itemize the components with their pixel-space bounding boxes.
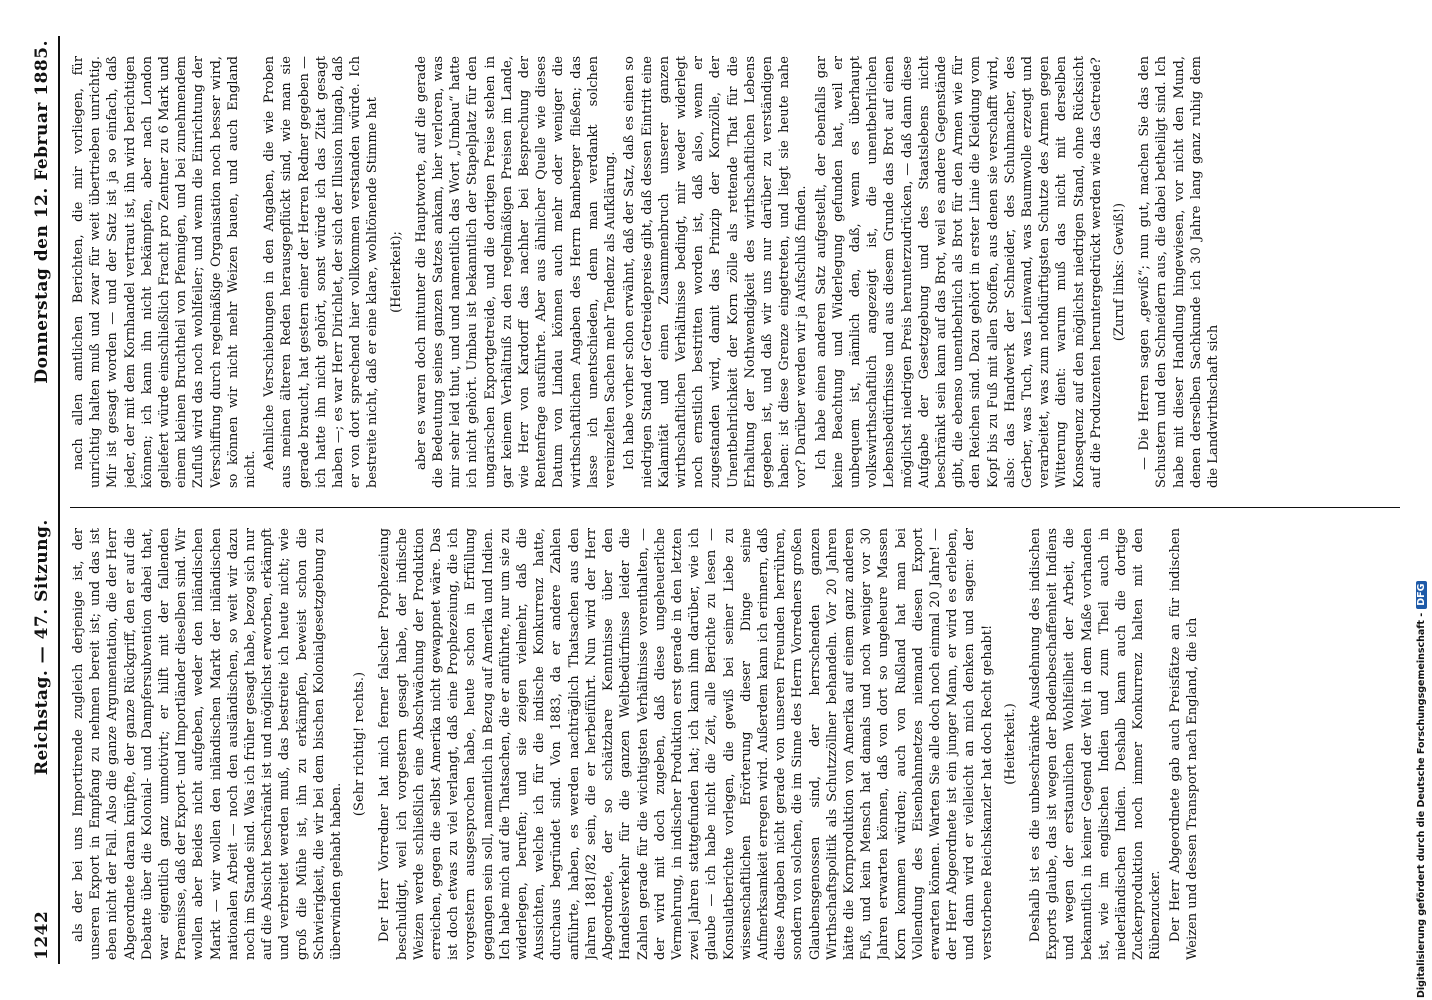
- header-rule: [58, 36, 60, 964]
- digitization-note: Digitalisierung gefördert durch die Deutsche Forschungsgemeinschaft -: [1416, 612, 1427, 998]
- paragraph: Ich habe vorher schon erwähnt, daß der Satz, daß es einen so niedrigen Stand der Getreidepreise gibt, daß dessen Eintritt eine Kalamität und einen Zusammenbruch unserer ganzen wirthschaftlichen Verhältnisse bedingt, mir weder widerlegt noch ernstlich bestritten worden ist, daß also, wenn er zugestanden wird, damit das Prinzip der Kornzölle, der Unentbehrlichkeit der Korn zölle als rettende That für die Erhaltung der Nothwendigkeit des wirthschaftlichen Lebens gegeben ist, und daß wir uns nur darüber zu verständigen haben: ist diese Grenze eingetreten, und liegt sie heute nahe vor? Darüber werden wir ja Aufschluß finden.: [622, 56, 810, 488]
- session-title: Reichstag. — 47. Sitzung.: [32, 519, 52, 776]
- dfg-notice: [1416, 581, 1427, 998]
- interjection: (Heiterkeit.): [1002, 703, 1018, 785]
- footer: [1391, 12, 1392, 32]
- right-column: [70, 56, 1410, 488]
- interjection: (Heiterkeit);: [388, 231, 404, 313]
- paragraph: aber es waren doch mitunter die Hauptworte, auf die gerade die Bedeutung seines ganzen Satzes ankam, hier verloren, was mir sehr leid thut, und und namentlich das Wort „Umbau“ hatte ich nicht gehört. Umbau ist bekanntlich der Stapelplatz für den ungarischen Exportgetreide, und die dortigen Preise stehen in gar keinem Verhältniß zu den regelmäßigen Preisen im Lande, wie Herr von Kardorff das nachher bei Besprechung der Rentenfrage ausführte. Aber aus ähnlicher Quelle wie dieses Datum von Lindau können auch mehr oder weniger die wirthschaftlichen Angaben des Herrn Bamberger fließen; das lasse ich unentschieden, denn man verdankt solchen vereinzelten Sachen mehr Tendenz als Aufklärung.: [413, 56, 619, 488]
- paragraph: nach allen amtlichen Berichten, die mir vorliegen, für unrichtig halten muß und zwar für weit übertrieben unrichtig. Mir ist gesagt worden — und der Satz ist ja so einfach, daß jeder, der mit dem Kornhandel vertraut ist, ihn wird berichtigen können; ich kann ihn nicht bekämpfen, aber nach London geliefert würde einschließlich Fracht pro Zentner zu 6 Mark und einem kleinen Bruchtheil von Pfennigen, und bei zunehmendem Zufluß wird das noch wohlfeiler; und wenn die Einrichtung der Verschiffung durch regelmäßige Organisation noch besser wird, so können wir nicht mehr Weizen bauen, und auch England nicht.: [71, 56, 259, 488]
- interjection: (Zuruf links: Gewiß!): [1111, 202, 1127, 342]
- paragraph: als der bei uns Importirende zugleich derjenige ist, der unseren Export in Empfang zu nehmen bereit ist; und das ist eben nicht der Fall. Also die ganze Argumentation, die der Herr Abgeordnete daran knüpfte, der ganze Rückgriff, den er auf die Debatte über die Kolonial- und Dampfersubvention dabei that, war eigentlich ganz unmotivirt; er hilft mit der fallenden Praemisse, daß der Export- und Importländer dieselben sind. Wir wollen aber Beides nicht aufgeben, weder den inländischen Markt — wir wollen den inländischen Markt der inländischen nationalen Arbeit — noch den ausländischen, so weit wir dazu noch im Stande sind. Was ich früher gesagt habe, bezog sich nur auf die Absicht beschränkt ist und möglichst erworben, erkämpft und verbreitet werden muß, das bestreite ich heute nicht; wie groß die Mühe ist, ihn zu erkämpfen, beweist schon die Schwierigkeit, die wir bei dem bischen Kolonialgesetzgebung zu überwinden gehabt haben.: [71, 528, 345, 960]
- paragraph: Ich habe einen anderen Satz aufgestellt, der ebenfalls gar keine Beachtung und Widerlegung gefunden hat, weil er unbequem ist, nämlich den, daß, wenn es überhaupt volkswirthschaftlich angezeigt ist, die unentbehrlichen Lebensbedürfnisse und aus diesem Grunde das Brot auf einen möglichst niedrigen Preis herunterzudrücken, — daß dann diese Aufgabe der Gesetzgebung und des Staatslebens nicht beschränkt sein kann auf das Brot, weil es andere Gegenstände gibt, die ebenso unentbehrlich als Brot für den Armen wie für den Reichen sind. Dazu gehört in erster Linie die Kleidung vom Kopf bis zu Fuß mit allen Stoffen, aus denen sie verschafft wird, also: das Handwerk der Schneider, des Schuhmacher, des Gerber, was Tuch, was Leinwand, was Baumwolle erzeugt und verarbeitet, was zum nothdürftigsten Schutze des Armen gegen Witterung dient: warum muß das nicht mit derselben Konsequenz auf den möglichst niedrigen Stand, ohne Rücksicht auf die Produzenten heruntergedrückt werden wie das Getreide?: [813, 56, 1104, 488]
- column-divider: [70, 507, 1400, 508]
- paragraph: — Die Herren sagen „gewiß“; nun gut, machen Sie das den Schustern und den Schneidern aus, die dabei betheiligt sind. Ich habe mit dieser Handlung hingewiesen, vor nicht den Mund, denen derselben Sachkunde ich 30 Jahre lang ganz ruhig dem die Landwirthschaft sich: [1137, 56, 1221, 488]
- paragraph: Der Herr Abgeordnete gab auch Preisfätze an für indischen Weizen und dessen Transport nach England, die ich: [1167, 528, 1200, 960]
- paragraph: Der Herr Vorredner hat mich ferner falscher Prophezeiung beschuldigt, weil ich vorgestern gesagt habe, der indische Weizen werde schließlich eine Abschwächung der Produktion erreichen, gegen die selbst Amerika nicht gewappnet wäre. Das ist doch etwas zu viel verlangt, daß eine Prophezeiung, die ich vorgestern ausgesprochen habe, heute schon in Erfüllung gegangen sein soll, namentlich in Bezug auf Amerika und Indien. Ich habe mich auf die Thatsachen, die er anführte, nur um sie zu widerlegen, berufen; und sie zeigen vielmehr, daß die Aussichten, welche ich für die indische Konkurrenz hatte, durchaus begründet sind. Von 1883, da er andere Zahlen anführte, haben, es werden nachträglich Thatsachen aus den Jahren 1881/82 sein, die er herbeiführt. Nun wird der Herr Abgeordnete, der so schätzbare Kenntnisse über den Handelsverkehr für die ganzen Weltbedürfnisse leider die Zahlen gerade für die wichtigsten Verhältnisse vorenthalten, — der wird mit doch zugeben, daß diese ungeheuerliche Vermehrung, in indischer Produktion erst gerade in den letzten zwei Jahren stattgefunden hat; ich kann ihm darüber, wie ich glaube — ich habe nicht die Zeit, alle Berichte zu lesen — Konsulatberichte vorlegen, die gewiß bei seiner Liebe zu wissenschaftlichen Erörterung dieser Dinge seine Aufmerksamkeit erregen wird. Außerdem kann ich erinnern, daß diese Angaben nicht gerade von unseren Freunden herrühren, sondern von solchen, die im Sinne des Herrn Vorredners großen Glaubensgenossen sind, der herrschenden ganzen Wirthschaftspolitik als Schutzzöllner behandeln. Vor 20 Jahren hätte die Kornproduktion von Amerika auf einem ganz anderen Fuß, und kein Mensch hat damals und noch weniger vor 30 Jahren erwarten können, daß von dort so ungeheure Massen Korn kommen würden; auch von Rußland hat man bei Vollendung des Eisenbahnnetzes niemand diesen Export erwarten können. Warten Sie alle doch noch einmal 20 Jahre! — der Herr Abgeordnete ist ein junger Mann, er wird es erleben, und dann wird er vielleicht an mich denken und sagen: der verstorbene Reichskanzler hat doch Recht gehabt!: [377, 528, 995, 960]
- dfg-badge: DFG: [1416, 581, 1427, 609]
- page-header: [22, 40, 52, 960]
- left-column: [70, 528, 1410, 960]
- session-date: Donnerstag den 12. Februar 1885.: [32, 40, 52, 384]
- paragraph: Deshalb ist es die unbeschränkte Ausdehnung des indischen Exports glaube, das ist wegen der Bodenbeschaffenheit Indiens und wegen der erstaunlichen Wohlfeilheit der Arbeit, die bekanntlich in keiner Gegend der Welt in dem Maße vorhanden ist, wie im englischen Indien und zum Theil auch in niederländischen Indien. Deshalb kann auch die dortige Zuckerproduktion noch immer Konkurrenz halten mit den Rübenzucker.: [1027, 528, 1164, 960]
- interjection: (Sehr richtig! rechts.): [352, 671, 368, 817]
- paragraph: Aehnliche Verschiebungen in den Angaben, die wie Proben aus meinen älteren Reden herausgepflückt sind, wie man sie gerade braucht, hat gestern einer der Herren Redner gegeben — ich hatte ihn nicht gehört, sonst würde ich das Zitat gesagt haben —; es war Herr Dirichlet, der sich der Illusion hingab, daß er von dort sprechend hier vollkommen verstanden würde. Ich bestreite nicht, daß er eine klare, wohltönende Stimme hat: [262, 56, 381, 488]
- page-number: 1242: [32, 910, 52, 960]
